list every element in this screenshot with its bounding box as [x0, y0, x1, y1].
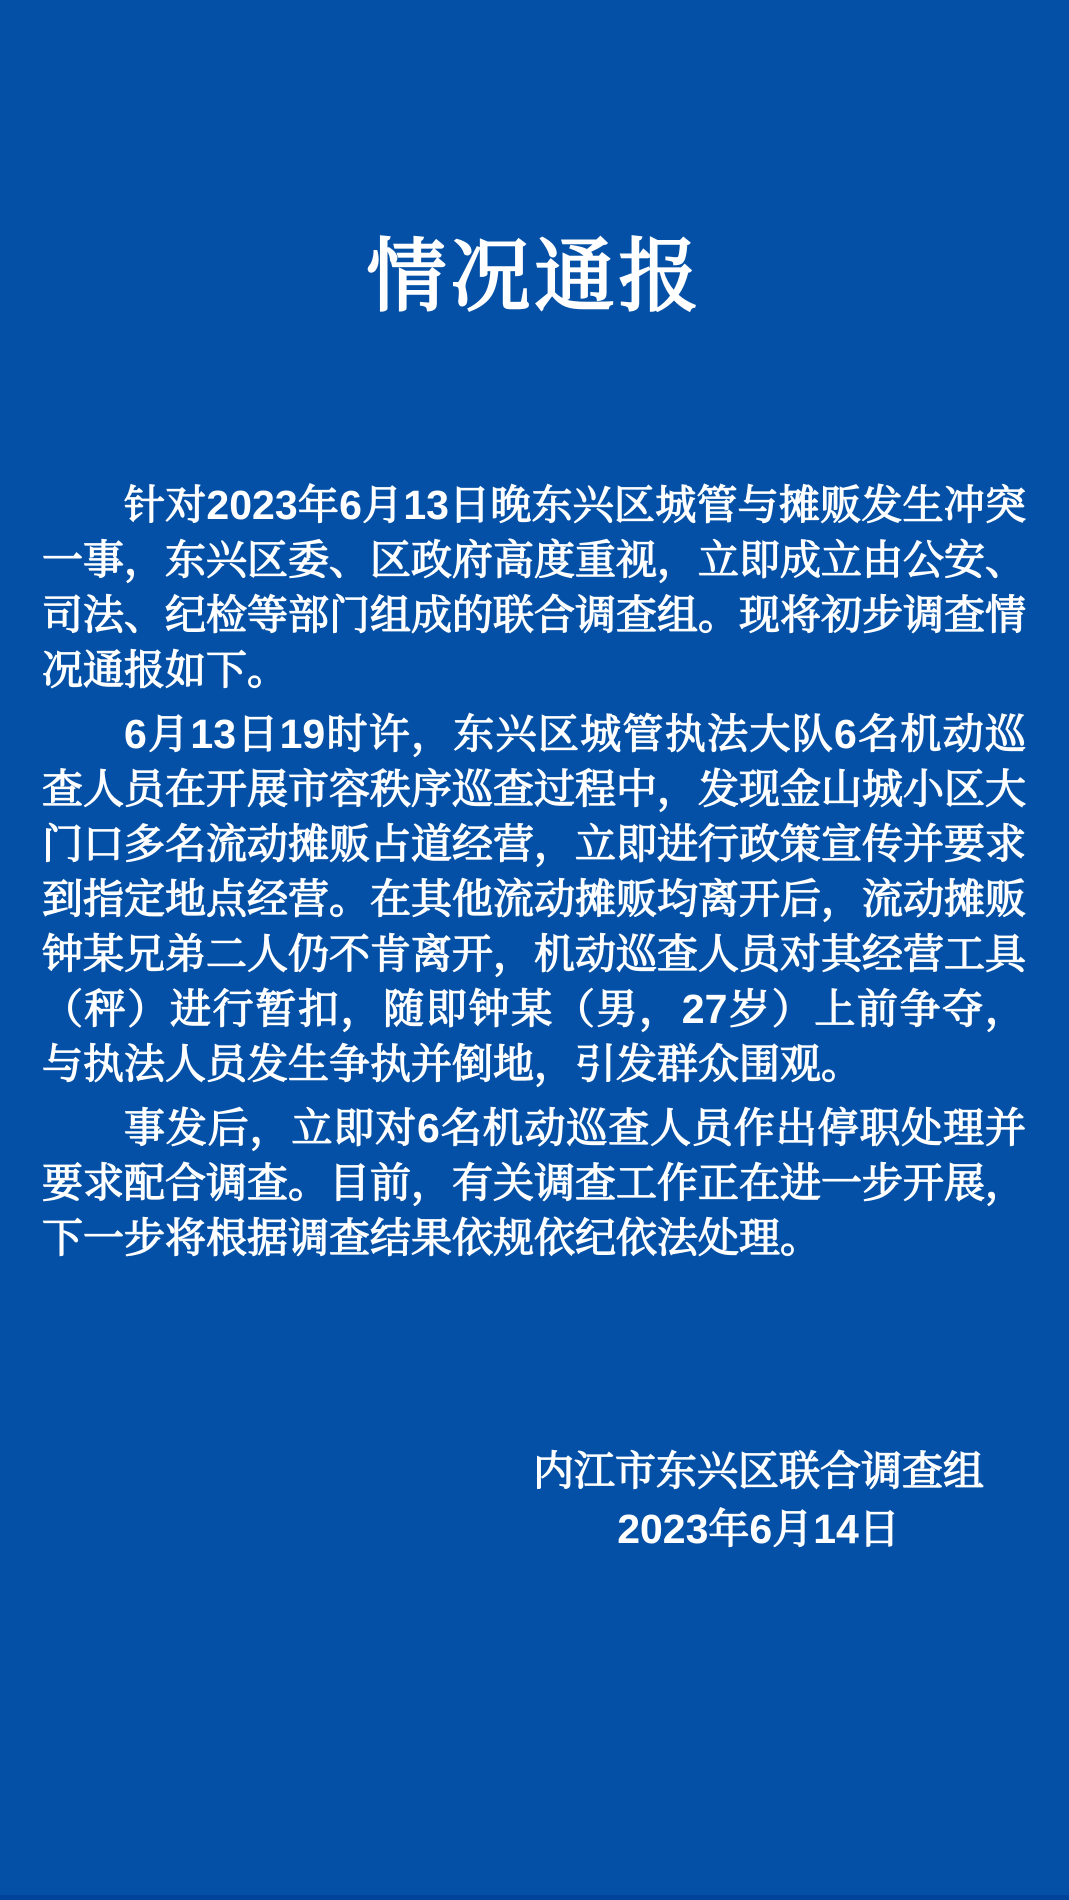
notice-paragraph-action: 事发后，立即对6名机动巡查人员作出停职处理并要求配合调查。目前，有关调查工作正在进一步开展，下一步将根据调查结果依规依纪依法处理。 [42, 1105, 1026, 1261]
notice-body [42, 478, 1026, 1275]
bottom-edge-strip [0, 1895, 1069, 1900]
signature-block [533, 1442, 984, 1558]
notice-paragraph-intro: 针对2023年6月13日晚东兴区城管与摊贩发生冲突一事，东兴区委、区政府高度重视，立即成立由公安、司法、纪检等部门组成的联合调查组。现将初步调查情况通报如下。 [42, 482, 1026, 693]
notice-paragraph-incident: 6月13日19时许，东兴区城管执法大队6名机动巡查人员在开展市容秩序巡查过程中，发现金山城小区大门口多名流动摊贩占道经营，立即进行政策宣传并要求到指定地点经营。在其他流动摊贩均离开后，流动摊贩钟某兄弟二人仍不肯离开，机动巡查人员对其经营工具（秤）进行暂扣，随即钟某（男，27岁）上前争夺，与执法人员发生争执并倒地，引发群众围观。 [42, 711, 1026, 1087]
signature-organization: 内江市东兴区联合调查组 [533, 1448, 984, 1494]
signature-date: 2023年6月14日 [617, 1506, 900, 1552]
notice-title: 情况通报 [366, 234, 703, 322]
